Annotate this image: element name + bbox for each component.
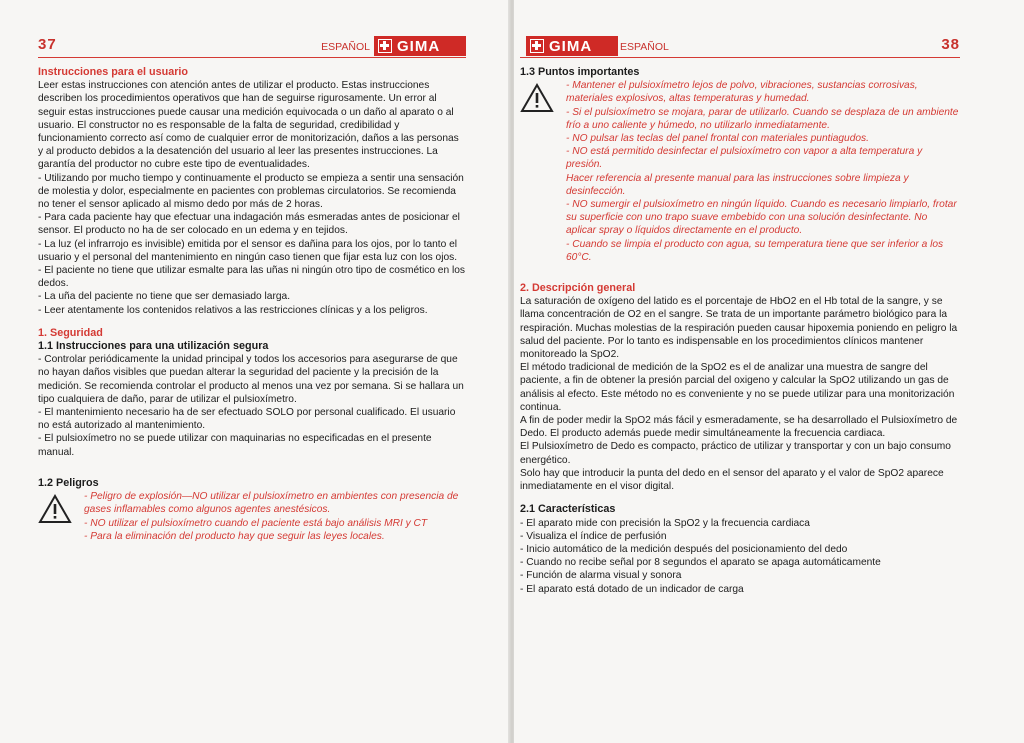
- danger-item: - NO utilizar el pulsioxímetro cuando el paciente está bajo análisis MRI y CT: [84, 517, 428, 529]
- paragraph: El Pulsioxímetro de Dedo es compacto, práctico de utilizar y transportar y con un bajo consumo energético.: [520, 441, 951, 466]
- list-item: - El paciente no tiene que utilizar esmalte para las uñas ni ningún otro tipo de cosmético en los dedos.: [38, 265, 465, 290]
- warning-item: - NO pulsar las teclas del panel frontal con materiales puntiagudos.: [566, 133, 869, 145]
- medical-cross-icon: [530, 39, 544, 53]
- paragraph: Solo hay que introducir la punta del dedo en el sensor del aparato y el valor de SpO2 aparece inmediatamente en el visor digital.: [520, 467, 944, 493]
- language-label: ESPAÑOL: [620, 41, 669, 53]
- danger-item: - Para la eliminación del producto hay que seguir las leyes locales.: [84, 530, 385, 542]
- list-item: - Para cada paciente hay que efectuar una indagación más esmeradas antes de posicionar el sensor. El producto no ha de ser colocado en un edema y en tejidos.: [38, 212, 460, 237]
- list-item: - El aparato mide con precisión la SpO2 y la frecuencia cardiaca: [520, 517, 810, 529]
- danger-item: - Peligro de explosión—NO utilizar el pulsioxímetro en ambientes con presencia de gases inflamables como algunos agentes anestésicos.: [84, 491, 459, 516]
- warning-item: Hacer referencia al presente manual para las instrucciones sobre limpieza y desinfección.: [566, 172, 909, 197]
- page-header-left: [38, 36, 466, 58]
- paragraph: El método tradicional de medición de la SpO2 es el de analizar una muestra de sangre del paciente, a fin de obtener la presión parcial del oxigeno y calcular la SpO2 utilizando un gas de análisis al efecto. Este método no es conveniente y no se puede utilizar para una monitorización continua.: [520, 362, 955, 413]
- important-points-block: [520, 79, 960, 264]
- list-item: - El aparato está dotado de un indicador de carga: [520, 583, 744, 595]
- section-title-descripcion: 2. Descripción general: [520, 282, 636, 295]
- section-title-instrucciones: Instrucciones para el usuario: [38, 66, 189, 78]
- brand-name: GIMA: [549, 37, 593, 55]
- warning-item: - NO está permitido desinfectar el pulsioxímetro con vapor a alta temperatura y presión.: [566, 146, 923, 171]
- list-item: - Utilizando por mucho tiempo y continuamente el producto se empieza a sentir una sensación de molestia y dolor, especialmente en pacientes con problemas circulatorios. Se recomienda no tener el sensor aplicado al mismo dedo por más de 2 horas.: [38, 172, 464, 211]
- list-item: - El pulsioxímetro no se puede utilizar con maquinarias no especificadas en el presente manual.: [38, 433, 432, 458]
- paragraph: Leer estas instrucciones con atención antes de utilizar el producto. Estas instrucciones describen los procedimientos operativos que han de seguirse rigurosamente. Un error al seguir estas instrucciones puede causar una medición equivocada o un daño al aparato o al usuario. El constructor no es responsable de la falta de seguridad, credibilidad y funcionamiento correcto así como de cualquier error de monitorización, daños a las personas y al producto debidos a la desatención del usuario al leer las presentes instrucciones. La garantía del productor no cubre este tipo de eventualidades.: [38, 80, 459, 171]
- list-item: - La uña del paciente no tiene que ser demasiado larga.: [38, 291, 291, 303]
- subsection-title-peligros: 1.2 Peligros: [38, 476, 99, 489]
- subsection-title-puntos: 1.3 Puntos importantes: [520, 66, 640, 78]
- warning-item: - Si el pulsioxímetro se mojara, parar de utilizarlo. Cuando se desplaza de un ambiente frío a uno caliente y húmedo, no utilizarlo inmediatamente.: [566, 106, 959, 131]
- list-item: - Cuando no recibe señal por 8 segundos el aparato se apaga automáticamente: [520, 557, 881, 569]
- list-item: - Visualiza el índice de perfusión: [520, 530, 667, 542]
- header-rule: [520, 57, 960, 59]
- warning-item: - Mantener el pulsioxímetro lejos de polvo, vibraciones, sustancias corrosivas, materiales explosivos, altas temperaturas y humedad.: [566, 80, 918, 105]
- warning-item: - NO sumergir el pulsioxímetro en ningún líquido. Cuando es necesario limpiarlo, frotar su superficie con uno trapo suave embebido con una solución desinfectante. No aplicar spray o líquidos directamente en el producto.: [566, 199, 957, 237]
- header-rule: [38, 57, 466, 59]
- danger-block: [38, 490, 466, 543]
- section-title-seguridad: 1. Seguridad: [38, 326, 103, 339]
- warning-triangle-icon: [38, 490, 84, 528]
- page-number: 38: [941, 36, 960, 53]
- page-header-right: [520, 36, 960, 58]
- subsection-title-caracteristicas: 2.1 Características: [520, 503, 616, 516]
- list-item: - Leer atentamente los contenidos relativos a las restricciones clínicas y a los peligros.: [38, 304, 428, 316]
- list-item: - La luz (el infrarrojo es invisible) emitida por el sensor es dañina para los ojos, por lo tanto el usuario y el personal del mantenimiento en ningún caso tienen que fijar esta luz con los ojos.: [38, 238, 458, 263]
- gima-logo: [374, 36, 466, 56]
- list-item: - Controlar periódicamente la unidad principal y todos los accesorios para asegurarse de que no hayan daños visibles que puedan alterar la seguridad del paciente y la precisión de la medición. Se recomienda controlar el producto al menos una vez por semana. Si se hallara un tipo cualquiera de daño, parar de utilizar el pulsioxímetro.: [38, 354, 464, 405]
- brand-name: GIMA: [397, 37, 441, 55]
- warning-item: - Cuando se limpia el producto con agua, su temperatura tiene que ser inferior a los 60°C.: [566, 238, 944, 263]
- list-item: - El mantenimiento necesario ha de ser efectuado SOLO por personal cualificado. El usuario no está autorizado al mantenimiento.: [38, 407, 456, 432]
- page-content-right: [520, 66, 960, 596]
- gima-logo: [526, 36, 618, 56]
- page-right: [514, 0, 1024, 743]
- page-left: [0, 0, 510, 743]
- language-label: ESPAÑOL: [321, 41, 370, 53]
- subsection-title-uso-seguro: 1.1 Instrucciones para una utilización segura: [38, 340, 269, 353]
- page-content-left: [38, 66, 466, 543]
- page-number: 37: [38, 36, 57, 53]
- list-item: - Inicio automático de la medición después del posicionamiento del dedo: [520, 543, 848, 555]
- paragraph: A fin de poder medir la SpO2 más fácil y esmeradamente, se ha desarrollado el Pulsioxímetro de Dedo. El producto además puede medir simultáneamente la frecuencia cardiaca.: [520, 415, 958, 440]
- warning-triangle-icon: [520, 79, 566, 117]
- list-item: - Función de alarma visual y sonora: [520, 570, 682, 582]
- medical-cross-icon: [378, 39, 392, 53]
- paragraph: La saturación de oxígeno del latido es el porcentaje de HbO2 en el Hb total de la sangre, y se llama concentración de O2 en el sangre. Se trata de un importante parámetro biológico para la respiración. Muchas molestias de la respiración pueden causar hipoxemia poniendo en peligro la salud del paciente. Por lo tanto es indispensable en los procedimientos clínicos mantener monitoreado la SpO2.: [520, 296, 958, 361]
